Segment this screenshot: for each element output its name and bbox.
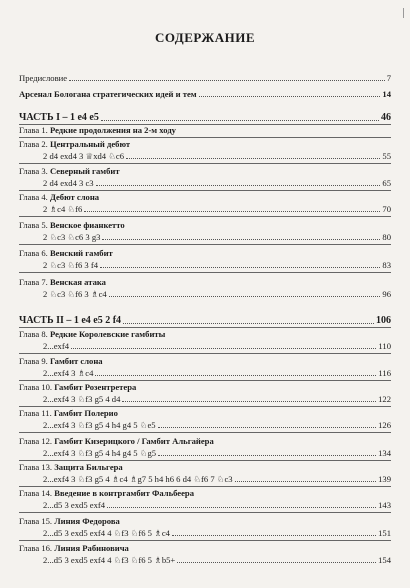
toc-chapter-8[interactable] (19, 329, 391, 339)
chapter-number: Глава 4. (19, 192, 48, 202)
divider (19, 216, 391, 217)
chapter-number: Глава 6. (19, 248, 48, 258)
toc-page-number: 80 (382, 232, 391, 242)
dot-leader (95, 374, 376, 376)
chapter-moves-row (43, 420, 391, 430)
divider (19, 540, 391, 541)
toc-chapter-2[interactable] (19, 139, 391, 149)
toc-page-number: 55 (382, 151, 391, 161)
toc-page-number: 110 (378, 341, 391, 351)
toc-entry-arsenal[interactable] (19, 89, 391, 99)
toc-chapter-7[interactable] (19, 277, 391, 287)
chapter-title: Редкие продолжения на 2-м ходу (49, 125, 176, 135)
divider (19, 406, 391, 407)
chapter-moves: 2...exf4 3 ♘f3 g5 4 h4 g4 5 ♘e5 (43, 420, 156, 430)
chapter-number: Глава 11. (19, 408, 52, 418)
dot-leader (102, 238, 380, 240)
chapter-moves-row (43, 500, 391, 510)
chapter-title: Линия Рабиновича (54, 543, 129, 553)
part-label: ЧАСТЬ I – 1 e4 e5 (19, 112, 99, 123)
toc-page-number: 134 (378, 448, 391, 458)
chapter-moves: 2...exf4 3 ♘f3 g5 4 d4 (43, 394, 121, 404)
divider (19, 272, 391, 273)
toc-chapter-9[interactable] (19, 356, 391, 366)
chapter-number: Глава 5. (19, 220, 48, 230)
chapter-moves: 2 ♘c3 ♘f6 3 f4 (43, 260, 99, 270)
chapter-title: Венская атака (49, 277, 106, 287)
toc-chapter-14[interactable] (19, 488, 391, 498)
divider (19, 190, 391, 191)
toc-page-number: 122 (378, 394, 391, 404)
chapter-moves: 2...exf4 3 ♘f3 g5 4 h4 g4 5 ♘g5 (43, 448, 157, 458)
chapter-number: Глава 7. (19, 277, 48, 287)
divider (19, 380, 391, 381)
toc-part-1[interactable] (19, 112, 391, 123)
chapter-moves: 2...exf4 (43, 341, 70, 351)
chapter-number: Глава 2. (19, 139, 48, 149)
chapter-title: Венский гамбит (49, 248, 113, 258)
toc-chapter-16[interactable] (19, 543, 391, 553)
chapter-moves-row (43, 474, 391, 484)
chapter-number: Глава 1. (19, 125, 48, 135)
chapter-moves: 2 ♘c3 ♘c6 3 g3 (43, 232, 101, 242)
dot-leader (199, 95, 381, 97)
page-edge-mark (403, 8, 404, 18)
divider (19, 512, 391, 513)
toc-chapter-6[interactable] (19, 248, 391, 258)
divider (19, 460, 391, 461)
dot-leader (109, 295, 381, 297)
toc-chapter-13[interactable] (19, 462, 391, 472)
dot-leader (71, 347, 376, 349)
part-label: ЧАСТЬ II – 1 e4 e5 2 f4 (19, 315, 122, 326)
dot-leader (123, 322, 374, 324)
divider (19, 353, 391, 354)
chapter-title: Введение в контргамбит Фальбеера (54, 488, 194, 498)
divider (19, 327, 391, 328)
dot-leader (158, 454, 376, 456)
toc-chapter-3[interactable] (19, 166, 391, 176)
dot-leader (84, 210, 380, 212)
chapter-moves-row (43, 232, 391, 242)
page-title: СОДЕРЖАНИЕ (154, 30, 256, 45)
toc-page-number: 46 (381, 112, 391, 123)
chapter-title: Гамбит слона (49, 356, 103, 366)
chapter-number: Глава 9. (19, 356, 48, 366)
chapter-moves-row (43, 528, 391, 538)
divider (19, 163, 391, 164)
chapter-title: Дебют слона (49, 192, 100, 202)
dot-leader (100, 266, 380, 268)
chapter-title: Северный гамбит (49, 166, 120, 176)
toc-page-number: 14 (382, 89, 391, 99)
chapter-moves-row (43, 178, 391, 188)
chapter-title: Редкие Королевские гамбиты (49, 329, 166, 339)
toc-page-number: 116 (378, 368, 391, 378)
divider (19, 432, 391, 433)
toc-chapter-5[interactable] (19, 220, 391, 230)
toc-page-number: 143 (378, 500, 391, 510)
chapter-number: Глава 3. (19, 166, 48, 176)
chapter-moves-row (43, 368, 391, 378)
toc-page-number: 154 (378, 555, 391, 565)
toc-page-number: 126 (378, 420, 391, 430)
chapter-title: Гамбит Полерио (53, 408, 118, 418)
chapter-title: Центральный дебют (49, 139, 131, 149)
toc-entry-label: Предисловие (19, 73, 68, 83)
chapter-moves: 2...d5 3 exd5 exf4 (43, 500, 106, 510)
chapter-number: Глава 8. (19, 329, 48, 339)
toc-chapter-4[interactable] (19, 192, 391, 202)
toc-page-number: 106 (376, 315, 391, 326)
chapter-moves: 2 ♗c4 ♘f6 (43, 204, 83, 214)
toc-part-2[interactable] (19, 315, 391, 326)
chapter-moves: 2...d5 3 exd5 exf4 4 ♘f3 ♘f6 5 ♗b5+ (43, 555, 176, 565)
dot-leader (101, 119, 379, 121)
chapter-number: Глава 13. (19, 462, 53, 472)
toc-chapter-10[interactable] (19, 382, 391, 392)
toc-page-number: 151 (378, 528, 391, 538)
chapter-title: Гамбит Розентретера (54, 382, 137, 392)
chapter-moves-row (43, 555, 391, 565)
chapter-moves-row (43, 394, 391, 404)
dot-leader (158, 426, 377, 428)
dot-leader (96, 184, 381, 186)
toc-chapter-11[interactable] (19, 408, 391, 418)
dot-leader (172, 534, 376, 536)
toc-page-number: 7 (386, 73, 391, 83)
divider (19, 137, 391, 138)
toc-chapter-12[interactable] (19, 436, 391, 446)
chapter-moves: 2 d4 exd4 3 ♕xd4 ♘c6 (43, 151, 125, 161)
dot-leader (122, 400, 376, 402)
chapter-moves: 2 ♘c3 ♘f6 3 ♗c4 (43, 289, 107, 299)
toc-entry-label: Арсенал Бологана стратегических идей и тем (19, 89, 197, 99)
dot-leader (235, 480, 377, 482)
divider (19, 486, 391, 487)
chapter-moves-row (43, 260, 391, 270)
chapter-title: Линия Федорова (54, 516, 120, 526)
toc-page-number: 83 (382, 260, 391, 270)
chapter-moves: 2...d5 3 exd5 exf4 4 ♘f3 ♘f6 5 ♗c4 (43, 528, 170, 538)
chapter-title: Гамбит Кизерицкого / Гамбит Альгайера (54, 436, 214, 446)
chapter-title: Венское фианкетто (49, 220, 125, 230)
toc-entry-preface[interactable] (19, 73, 391, 83)
dot-leader (126, 157, 380, 159)
toc-page-number: 65 (382, 178, 391, 188)
chapter-moves: 2...exf4 3 ♗c4 (43, 368, 94, 378)
chapter-title: Защита Бильгера (54, 462, 123, 472)
chapter-moves-row (43, 289, 391, 299)
dot-leader (69, 79, 385, 81)
chapter-number: Глава 16. (19, 543, 53, 553)
toc-chapter-1[interactable] (19, 125, 391, 135)
toc-page-number: 139 (378, 474, 391, 484)
chapter-moves-row (43, 448, 391, 458)
chapter-number: Глава 10. (19, 382, 53, 392)
chapter-number: Глава 14. (19, 488, 53, 498)
chapter-moves-row (43, 341, 391, 351)
chapter-moves-row (43, 204, 391, 214)
toc-page-number: 96 (382, 289, 391, 299)
dot-leader (107, 506, 376, 508)
chapter-moves: 2 d4 exd4 3 c3 (43, 178, 94, 188)
chapter-moves: 2...exf4 3 ♘f3 g5 4 ♗c4 ♗g7 5 h4 h6 6 d4 ♘f6 7 ♘c3 (43, 474, 233, 484)
chapter-moves-row (43, 151, 391, 161)
toc-chapter-15[interactable] (19, 516, 391, 526)
chapter-number: Глава 15. (19, 516, 53, 526)
chapter-number: Глава 12. (19, 436, 53, 446)
dot-leader (177, 561, 376, 563)
toc-page-number: 70 (382, 204, 391, 214)
divider (19, 244, 391, 245)
